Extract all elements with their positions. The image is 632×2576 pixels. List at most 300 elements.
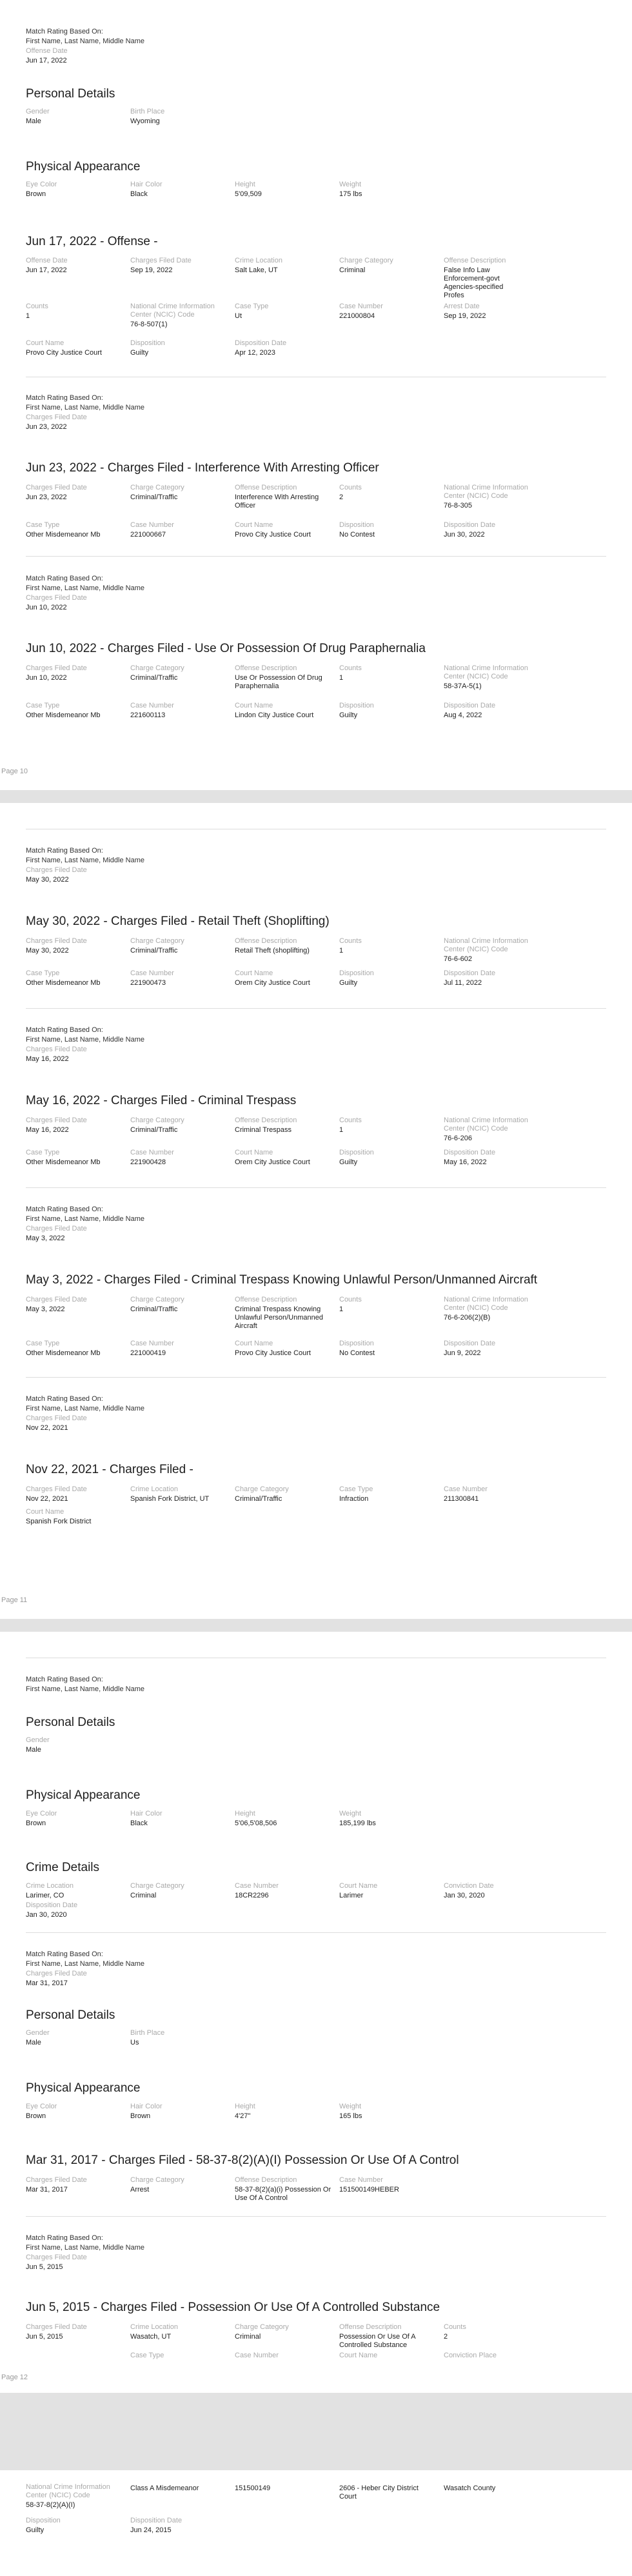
disposition-date-label: Disposition Date: [444, 521, 496, 529]
disposition-value: Guilty: [130, 349, 149, 357]
offense-description-value: Possession Or Use Of A Controlled Substance: [339, 2333, 415, 2349]
case-type-field: [26, 702, 126, 720]
disposition-label: Disposition: [339, 1340, 374, 1347]
charges-filed-date-value: Jun 5, 2015: [26, 2333, 63, 2341]
disposition-date-label: Disposition Date: [130, 2517, 183, 2524]
case-number-field: [339, 302, 439, 321]
case-number-label: Case Number: [130, 1340, 174, 1347]
case-number-value: 221000419: [130, 1349, 166, 1357]
offense-description-label: Offense Description: [235, 484, 297, 491]
hair-color-value: Black: [130, 190, 148, 198]
case-number-label: Case Number: [130, 702, 174, 709]
court-name-value: Lindon City Justice Court: [235, 711, 314, 719]
disposition-label: Disposition: [339, 969, 374, 977]
match-rating-block: [26, 393, 606, 432]
ncic-label: National Crime Information Center (NCIC) Code: [26, 2483, 110, 2499]
match-name-fields: First Name, Last Name, Middle Name: [26, 1960, 144, 1968]
charges-filed-date-field: [26, 664, 126, 682]
crime-details-title: Crime Details: [26, 1861, 100, 1874]
disposition-date-label: Disposition Date: [444, 969, 496, 977]
match-name-fields: First Name, Last Name, Middle Name: [26, 584, 144, 592]
counts-value: 1: [339, 1126, 344, 1134]
offense-description-field: [235, 937, 328, 955]
arrest-date-value: Sep 19, 2022: [444, 312, 486, 320]
charges-filed-date-label: Charges Filed Date: [26, 1225, 87, 1233]
birth-place-value: Us: [130, 2039, 139, 2046]
disposition-date-field: [235, 339, 335, 357]
match-rating-block: [26, 1950, 606, 1988]
case-type-label: Case Type: [339, 1485, 373, 1493]
disposition-date-value: Apr 12, 2023: [235, 349, 275, 357]
crime-location-label: Crime Location: [130, 2323, 178, 2331]
disposition-field: [339, 702, 439, 720]
disposition-date-field: [130, 2517, 230, 2535]
case-number-field: [130, 1340, 230, 1358]
charge-category-label: Charge Category: [130, 1116, 184, 1124]
case-number-label: Case Number: [339, 302, 383, 310]
divider: [26, 2216, 606, 2217]
charge-category-field: [130, 2176, 230, 2194]
hair-color-field: [130, 1810, 230, 1828]
case-number-value: 221900473: [130, 979, 166, 987]
disposition-date-field: [444, 969, 544, 987]
match-rating-label: Match Rating Based On:: [26, 1205, 103, 1213]
ncic-field: [130, 302, 221, 329]
counts-value: 2: [339, 493, 344, 501]
case-number-field: [130, 969, 230, 987]
crime-location-field: [130, 1485, 230, 1503]
charges-filed-date-field: [26, 484, 126, 502]
height-value: 5'09,509: [235, 190, 262, 198]
match-rating-block: [26, 27, 606, 66]
case-number-value-field: [235, 2483, 335, 2493]
charges-filed-date-label: Charges Filed Date: [26, 1045, 87, 1053]
charges-filed-date-value: Mar 31, 2017: [26, 1979, 68, 1987]
birth-place-label: Birth Place: [130, 2029, 165, 2037]
court-name-value: Spanish Fork District: [26, 1518, 92, 1525]
charges-filed-date-label: Charges Filed Date: [26, 413, 87, 421]
charge-category-label: Charge Category: [130, 664, 184, 672]
gender-field: [26, 108, 126, 126]
gender-label: Gender: [26, 2029, 50, 2037]
disposition-field: [339, 1149, 439, 1167]
match-rating-block: [26, 574, 606, 613]
charge-title: Mar 31, 2017 - Charges Filed - 58-37-8(2)(A)(I) Possession Or Use Of A Control: [26, 2154, 459, 2167]
charges-filed-date-label: Charges Filed Date: [130, 257, 192, 264]
offense-description-field: [235, 1116, 328, 1134]
disposition-date-field: [444, 1149, 544, 1167]
ncic-field: [444, 937, 540, 964]
weight-label: Weight: [339, 181, 362, 188]
court-name-label: Court Name: [235, 969, 273, 977]
match-rating-block: [26, 2234, 606, 2272]
disposition-date-field: [444, 521, 544, 539]
court-name-value-field: [339, 2483, 430, 2501]
case-type-label: Case Type: [26, 702, 60, 709]
charge-category-value: Criminal: [235, 2333, 261, 2341]
match-name-fields: First Name, Last Name, Middle Name: [26, 857, 144, 864]
charge-category-label: Charge Category: [130, 484, 184, 491]
offense-description-value: Interference With Arresting Officer: [235, 493, 319, 510]
court-name-label: Court Name: [339, 2352, 378, 2359]
charge-category-value: Arrest: [130, 2186, 150, 2194]
counts-label: Counts: [339, 1296, 362, 1303]
case-type-label: Case Type: [26, 521, 60, 529]
charge-category-field: [235, 2323, 335, 2341]
court-name-value: Provo City Justice Court: [26, 349, 102, 357]
personal-details-title: Personal Details: [26, 2008, 115, 2022]
match-rating-label: Match Rating Based On:: [26, 2234, 103, 2242]
offense-date-label: Offense Date: [26, 257, 68, 264]
counts-label: Counts: [339, 664, 362, 672]
counts-label: Counts: [339, 937, 362, 945]
weight-value: 175 lbs: [339, 190, 362, 198]
charges-filed-date-label: Charges Filed Date: [26, 1485, 87, 1493]
disposition-date-label: Disposition Date: [235, 339, 287, 347]
ncic-field: [444, 484, 540, 510]
case-type-label: Case Type: [26, 1149, 60, 1156]
charge-category-label: Charge Category: [235, 1485, 289, 1493]
case-type-value: Other Misdemeanor Mb: [26, 711, 101, 719]
charges-filed-date-value: Nov 22, 2021: [26, 1495, 68, 1503]
court-name-value: Orem City Justice Court: [235, 979, 310, 987]
crime-location-field: [130, 2323, 230, 2341]
offense-description-label: Offense Description: [235, 1116, 297, 1124]
ncic-value: 58-37A-5(1): [444, 682, 482, 690]
report-page-12: [0, 1632, 632, 2393]
offense-description-field: [235, 2176, 331, 2203]
court-name-label: Court Name: [235, 1149, 273, 1156]
charge-title: Nov 22, 2021 - Charges Filed -: [26, 1463, 193, 1476]
hair-color-label: Hair Color: [130, 2103, 163, 2110]
case-number-label: Case Number: [444, 1485, 488, 1493]
ncic-value: 76-6-206(2)(B): [444, 1314, 491, 1322]
ncic-value: 58-37-8(2)(A)(I): [26, 2501, 75, 2509]
height-field: [235, 1810, 335, 1828]
case-number-label: Case Number: [235, 2352, 279, 2359]
disposition-field: [130, 339, 230, 357]
charges-filed-date-value: May 3, 2022: [26, 1305, 65, 1313]
disposition-date-value: Jun 24, 2015: [130, 2526, 172, 2534]
case-number-field: [130, 1149, 230, 1167]
charge-category-field: [130, 664, 230, 682]
offense-description-value: Use Or Possession Of Drug Paraphernalia: [235, 674, 322, 690]
match-rating-block: [26, 846, 606, 885]
offense-title: Jun 17, 2022 - Offense -: [26, 235, 158, 248]
ncic-label: National Crime Information Center (NCIC) Code: [130, 302, 215, 319]
match-rating-label: Match Rating Based On:: [26, 1026, 103, 1034]
weight-value: 185,199 lbs: [339, 1819, 376, 1827]
offense-description-field: [339, 2323, 433, 2350]
offense-date-value: Jun 17, 2022: [26, 266, 67, 274]
height-label: Height: [235, 2103, 255, 2110]
charge-category-field: [235, 1485, 335, 1503]
charges-filed-date-value: May 30, 2022: [26, 947, 69, 955]
case-number-value: 221000667: [130, 531, 166, 539]
charge-category-field: [130, 937, 230, 955]
court-name-field: [339, 1882, 439, 1900]
case-number-value: 221000804: [339, 312, 375, 320]
court-name-label: Court Name: [339, 1882, 378, 1890]
hair-color-value: Black: [130, 1819, 148, 1827]
offense-description-value: Criminal Trespass: [235, 1126, 292, 1134]
crime-location-value: Salt Lake, UT: [235, 266, 278, 274]
eye-color-value: Brown: [26, 2112, 46, 2120]
case-type-field: [26, 1340, 126, 1358]
gender-field: [26, 2029, 126, 2047]
case-number-field: [130, 702, 230, 720]
charge-category-value: Criminal/Traffic: [130, 493, 178, 501]
disposition-label: Disposition: [26, 2517, 61, 2524]
disposition-value: No Contest: [339, 531, 375, 539]
hair-color-field: [130, 2103, 230, 2121]
ncic-value: 76-8-305: [444, 502, 473, 510]
counts-field: [339, 937, 439, 955]
divider: [26, 1187, 606, 1188]
court-name-label: Court Name: [235, 1340, 273, 1347]
charges-filed-date-label: Charges Filed Date: [26, 2323, 87, 2331]
match-name-fields: First Name, Last Name, Middle Name: [26, 1215, 144, 1223]
disposition-date-value: Jun 30, 2022: [444, 531, 485, 539]
case-type-field: [130, 2352, 230, 2360]
match-rating-label: Match Rating Based On:: [26, 575, 103, 582]
ncic-value: 76-6-602: [444, 955, 473, 963]
eye-color-field: [26, 2103, 126, 2121]
charges-filed-date-field: [26, 2176, 126, 2194]
charge-title: Jun 5, 2015 - Charges Filed - Possession Or Use Of A Controlled Substance: [26, 2301, 440, 2314]
court-name-field: [235, 702, 335, 720]
personal-details-title: Personal Details: [26, 87, 115, 101]
charges-filed-date-value: Jun 5, 2015: [26, 2263, 63, 2271]
case-number-value: 151500149: [235, 2484, 271, 2492]
disposition-field: [339, 969, 439, 987]
disposition-date-field: [444, 1340, 544, 1358]
charges-filed-date-label: Charges Filed Date: [26, 866, 87, 874]
disposition-date-label: Disposition Date: [444, 1149, 496, 1156]
match-name-fields: First Name, Last Name, Middle Name: [26, 1036, 144, 1044]
birth-place-field: [130, 108, 230, 126]
case-number-field: [235, 1882, 335, 1900]
charges-filed-date-value: Nov 22, 2021: [26, 1424, 68, 1432]
case-number-field: [339, 2176, 439, 2194]
match-rating-label: Match Rating Based On:: [26, 28, 103, 35]
disposition-value: No Contest: [339, 1349, 375, 1357]
charges-filed-date-value: May 16, 2022: [26, 1055, 69, 1063]
charge-category-value: Criminal: [130, 1892, 157, 1899]
case-number-field: [235, 2352, 335, 2360]
weight-value: 165 lbs: [339, 2112, 362, 2120]
counts-value: 1: [26, 312, 30, 320]
charge-category-label: Charge Category: [130, 2176, 184, 2184]
crime-location-label: Crime Location: [26, 1882, 74, 1890]
counts-field: [339, 664, 439, 682]
match-rating-block: [26, 1675, 606, 1694]
court-name-value: Provo City Justice Court: [235, 1349, 311, 1357]
gender-field: [26, 1736, 126, 1754]
gender-value: Male: [26, 1746, 41, 1754]
charges-filed-date-value: Jun 10, 2022: [26, 674, 67, 682]
offense-description-field: [444, 257, 524, 300]
counts-field: [339, 1116, 439, 1134]
ncic-field: [26, 2483, 119, 2510]
disposition-label: Disposition: [339, 702, 374, 709]
weight-field: [339, 1810, 439, 1828]
court-name-value: Orem City Justice Court: [235, 1158, 310, 1166]
arrest-date-field: [444, 302, 544, 321]
disposition-date-value: Jul 11, 2022: [444, 979, 482, 987]
ncic-label: National Crime Information Center (NCIC) Code: [444, 1116, 528, 1133]
court-name-field: [235, 1149, 335, 1167]
match-rating-label: Match Rating Based On:: [26, 394, 103, 402]
physical-appearance-title: Physical Appearance: [26, 160, 141, 173]
charge-category-value: Criminal/Traffic: [130, 1305, 178, 1313]
weight-field: [339, 181, 439, 199]
eye-color-label: Eye Color: [26, 2103, 57, 2110]
offense-description-label: Offense Description: [235, 2176, 297, 2184]
height-field: [235, 181, 335, 199]
charges-filed-date-field: [130, 257, 230, 275]
case-type-value: Other Misdemeanor Mb: [26, 1349, 101, 1357]
gender-label: Gender: [26, 1736, 50, 1744]
case-type-field: [26, 1149, 126, 1167]
case-type-value: Infraction: [339, 1495, 369, 1503]
charges-filed-date-value: Jun 23, 2022: [26, 423, 67, 431]
case-number-field: [444, 1485, 544, 1503]
crime-location-field: [26, 1882, 126, 1900]
case-number-label: Case Number: [130, 521, 174, 529]
hair-color-label: Hair Color: [130, 181, 163, 188]
case-type-field: [339, 1485, 439, 1503]
crime-location-value: Wasatch, UT: [130, 2333, 172, 2341]
conviction-date-label: Conviction Date: [444, 1882, 494, 1890]
counts-field: [339, 484, 439, 502]
hair-color-value: Brown: [130, 2112, 151, 2120]
crime-location-value: Larimer, CO: [26, 1892, 64, 1899]
match-rating-label: Match Rating Based On:: [26, 1395, 103, 1403]
case-type-field: [26, 969, 126, 987]
case-type-value: Other Misdemeanor Mb: [26, 979, 101, 987]
charges-filed-date-value: May 30, 2022: [26, 876, 69, 884]
weight-field: [339, 2103, 439, 2121]
charges-filed-date-value: May 16, 2022: [26, 1126, 69, 1134]
counts-field: [339, 1296, 439, 1314]
charges-filed-date-field: [26, 2323, 126, 2341]
disposition-value: Guilty: [339, 1158, 358, 1166]
disposition-label: Disposition: [130, 339, 165, 347]
court-name-label: Court Name: [26, 339, 64, 347]
charges-filed-date-label: Charges Filed Date: [26, 2176, 87, 2184]
counts-value: 1: [339, 1305, 344, 1313]
charge-category-label: Charge Category: [130, 937, 184, 945]
charges-filed-date-field: [26, 1485, 126, 1503]
counts-label: Counts: [339, 484, 362, 491]
charge-category-value: Criminal/Traffic: [235, 1495, 282, 1503]
case-type-value: Other Misdemeanor Mb: [26, 531, 101, 539]
counts-label: Counts: [444, 2323, 466, 2331]
case-number-value: 221900428: [130, 1158, 166, 1166]
report-page-11: [0, 803, 632, 1619]
match-rating-block: [26, 1025, 606, 1064]
court-name-field: [26, 339, 126, 357]
offense-date-value: Jun 17, 2022: [26, 57, 67, 64]
offense-description-label: Offense Description: [235, 1296, 297, 1303]
offense-description-label: Offense Description: [235, 937, 297, 945]
court-name-field: [235, 1340, 335, 1358]
match-rating-label: Match Rating Based On:: [26, 1950, 103, 1958]
disposition-date-value: May 16, 2022: [444, 1158, 487, 1166]
charge-category-field: [130, 1882, 230, 1900]
case-number-label: Case Number: [339, 2176, 383, 2184]
charges-filed-date-label: Charges Filed Date: [26, 937, 87, 945]
divider: [26, 1932, 606, 1933]
court-name-field: [339, 2352, 439, 2360]
physical-appearance-title: Physical Appearance: [26, 1788, 141, 1802]
conviction-date-value: Jan 30, 2020: [444, 1892, 485, 1899]
offense-date-label: Offense Date: [26, 47, 68, 55]
court-name-label: Court Name: [235, 702, 273, 709]
disposition-value: Guilty: [339, 711, 358, 719]
offense-date-field: [26, 257, 126, 275]
offense-description-value: False Info Law Enforcement-govt Agencies-specified Profes: [444, 266, 504, 299]
conviction-place-value-field: [444, 2483, 544, 2493]
charges-filed-date-value: Jun 23, 2022: [26, 493, 67, 501]
match-rating-block: [26, 1394, 606, 1433]
conviction-date-field: [444, 1882, 544, 1900]
counts-label: Counts: [339, 1116, 362, 1124]
divider: [26, 1377, 606, 1378]
charge-category-label: Charge Category: [130, 1296, 184, 1303]
height-field: [235, 2103, 335, 2121]
disposition-date-value: Jun 9, 2022: [444, 1349, 481, 1357]
counts-value: 1: [339, 674, 344, 682]
eye-color-field: [26, 1810, 126, 1828]
counts-label: Counts: [26, 302, 48, 310]
case-type-label: Case Type: [26, 969, 60, 977]
height-value: 5'06,5'08,506: [235, 1819, 277, 1827]
page-number: Page 11: [1, 1596, 28, 1604]
eye-color-label: Eye Color: [26, 181, 57, 188]
charges-filed-date-label: Charges Filed Date: [26, 1970, 87, 1977]
court-name-value: Provo City Justice Court: [235, 531, 311, 539]
court-name-field: [235, 969, 335, 987]
court-name-field: [26, 1508, 126, 1526]
charges-filed-date-value: May 3, 2022: [26, 1234, 65, 1242]
ncic-value: 76-8-507(1): [130, 321, 168, 328]
report-page-13: [0, 2470, 632, 2576]
disposition-date-label: Disposition Date: [444, 1340, 496, 1347]
eye-color-field: [26, 181, 126, 199]
ncic-field: [444, 664, 540, 691]
match-name-fields: First Name, Last Name, Middle Name: [26, 404, 144, 411]
charge-category-label: Charge Category: [130, 1882, 184, 1890]
disposition-field: [339, 1340, 439, 1358]
eye-color-label: Eye Color: [26, 1810, 57, 1818]
crime-location-field: [235, 257, 335, 275]
court-name-value: Larimer: [339, 1892, 364, 1899]
disposition-value: Guilty: [339, 979, 358, 987]
offense-description-label: Offense Description: [235, 664, 297, 672]
eye-color-value: Brown: [26, 1819, 46, 1827]
court-name-field: [235, 521, 335, 539]
charges-filed-date-field: [26, 937, 126, 955]
disposition-date-field: [26, 1901, 126, 1919]
ncic-field: [444, 1296, 540, 1322]
disposition-label: Disposition: [339, 521, 374, 529]
crime-location-value: Spanish Fork District, UT: [130, 1495, 210, 1503]
gender-value: Male: [26, 117, 41, 125]
height-label: Height: [235, 181, 255, 188]
case-type-label: Case Type: [130, 2352, 164, 2359]
